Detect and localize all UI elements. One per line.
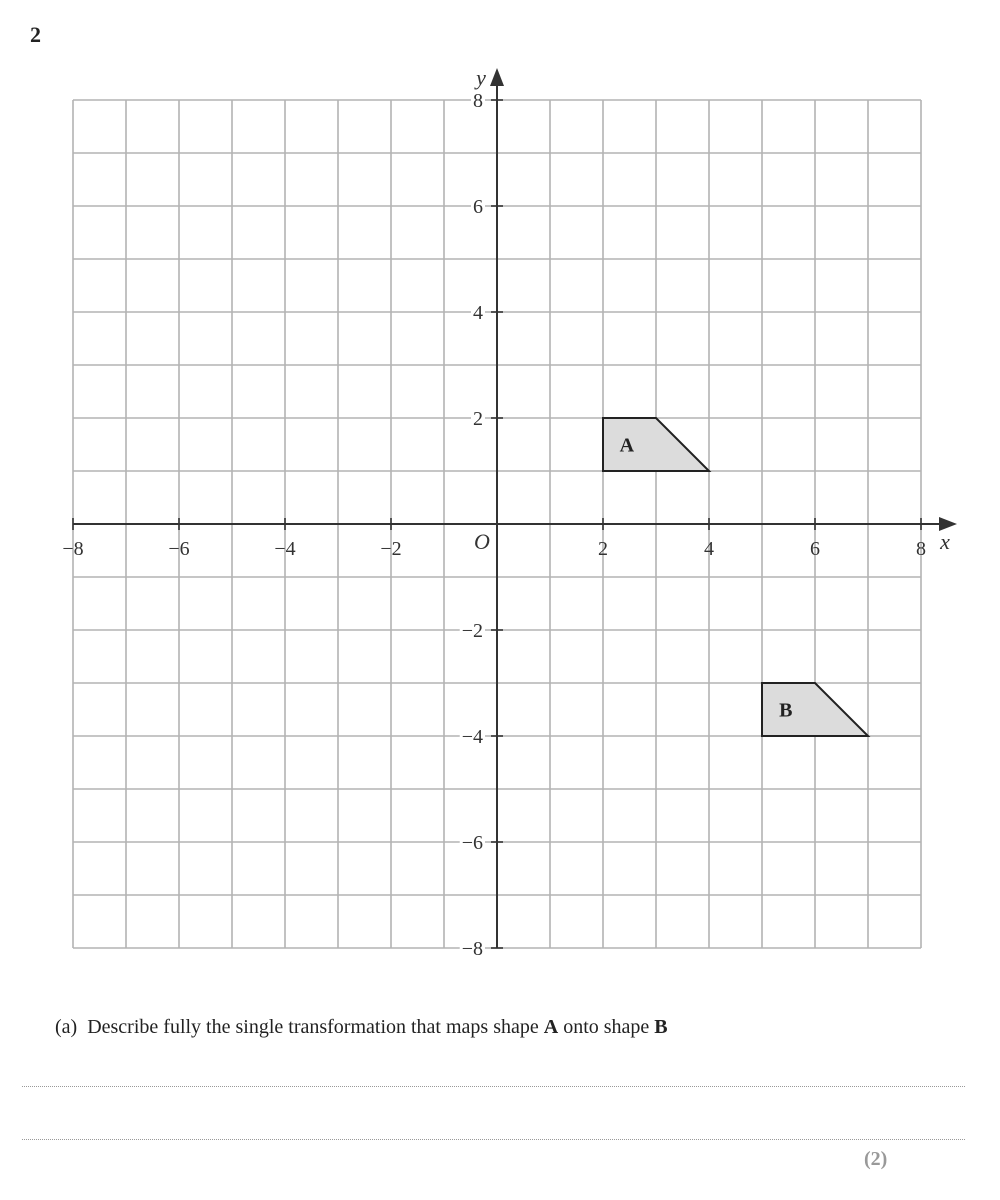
origin-label: O: [474, 529, 490, 554]
part-a-shape1: A: [543, 1016, 559, 1038]
x-tick-label: 2: [598, 538, 608, 560]
y-axis-arrow: [490, 68, 504, 86]
y-tick-label: −2: [461, 620, 483, 642]
part-a-label: (a): [55, 1016, 78, 1038]
y-tick-label: −8: [461, 938, 483, 960]
y-tick-label: 8: [473, 90, 483, 112]
question-part-a: [55, 1016, 668, 1039]
x-axis-label: x: [940, 529, 950, 554]
y-tick-label: 2: [473, 408, 483, 430]
answer-line-2[interactable]: [22, 1139, 965, 1140]
y-tick-label: 6: [473, 196, 483, 218]
y-tick-label: −6: [461, 832, 483, 854]
shape-b-label: B: [779, 699, 793, 722]
x-tick-label: 6: [810, 538, 820, 560]
shape-b: [762, 683, 868, 736]
marks-label: (2): [864, 1148, 888, 1170]
shape-a-label: A: [619, 434, 635, 457]
question-number: 2: [30, 22, 41, 47]
y-axis-label: y: [476, 65, 486, 90]
y-tick-label: −4: [461, 726, 483, 748]
part-a-shape2: B: [654, 1016, 668, 1038]
x-tick-label: 4: [704, 538, 714, 560]
x-tick-label: −4: [274, 538, 296, 560]
answer-line-1[interactable]: [22, 1086, 965, 1087]
x-tick-label: −6: [168, 538, 190, 560]
part-a-text-middle: onto shape: [558, 1016, 655, 1038]
x-tick-label: −2: [380, 538, 402, 560]
y-tick-label: 4: [473, 302, 483, 324]
part-a-text-before: Describe fully the single transformation that maps shape: [87, 1016, 544, 1038]
x-tick-label: 8: [916, 538, 926, 560]
x-tick-label: −8: [62, 538, 84, 560]
